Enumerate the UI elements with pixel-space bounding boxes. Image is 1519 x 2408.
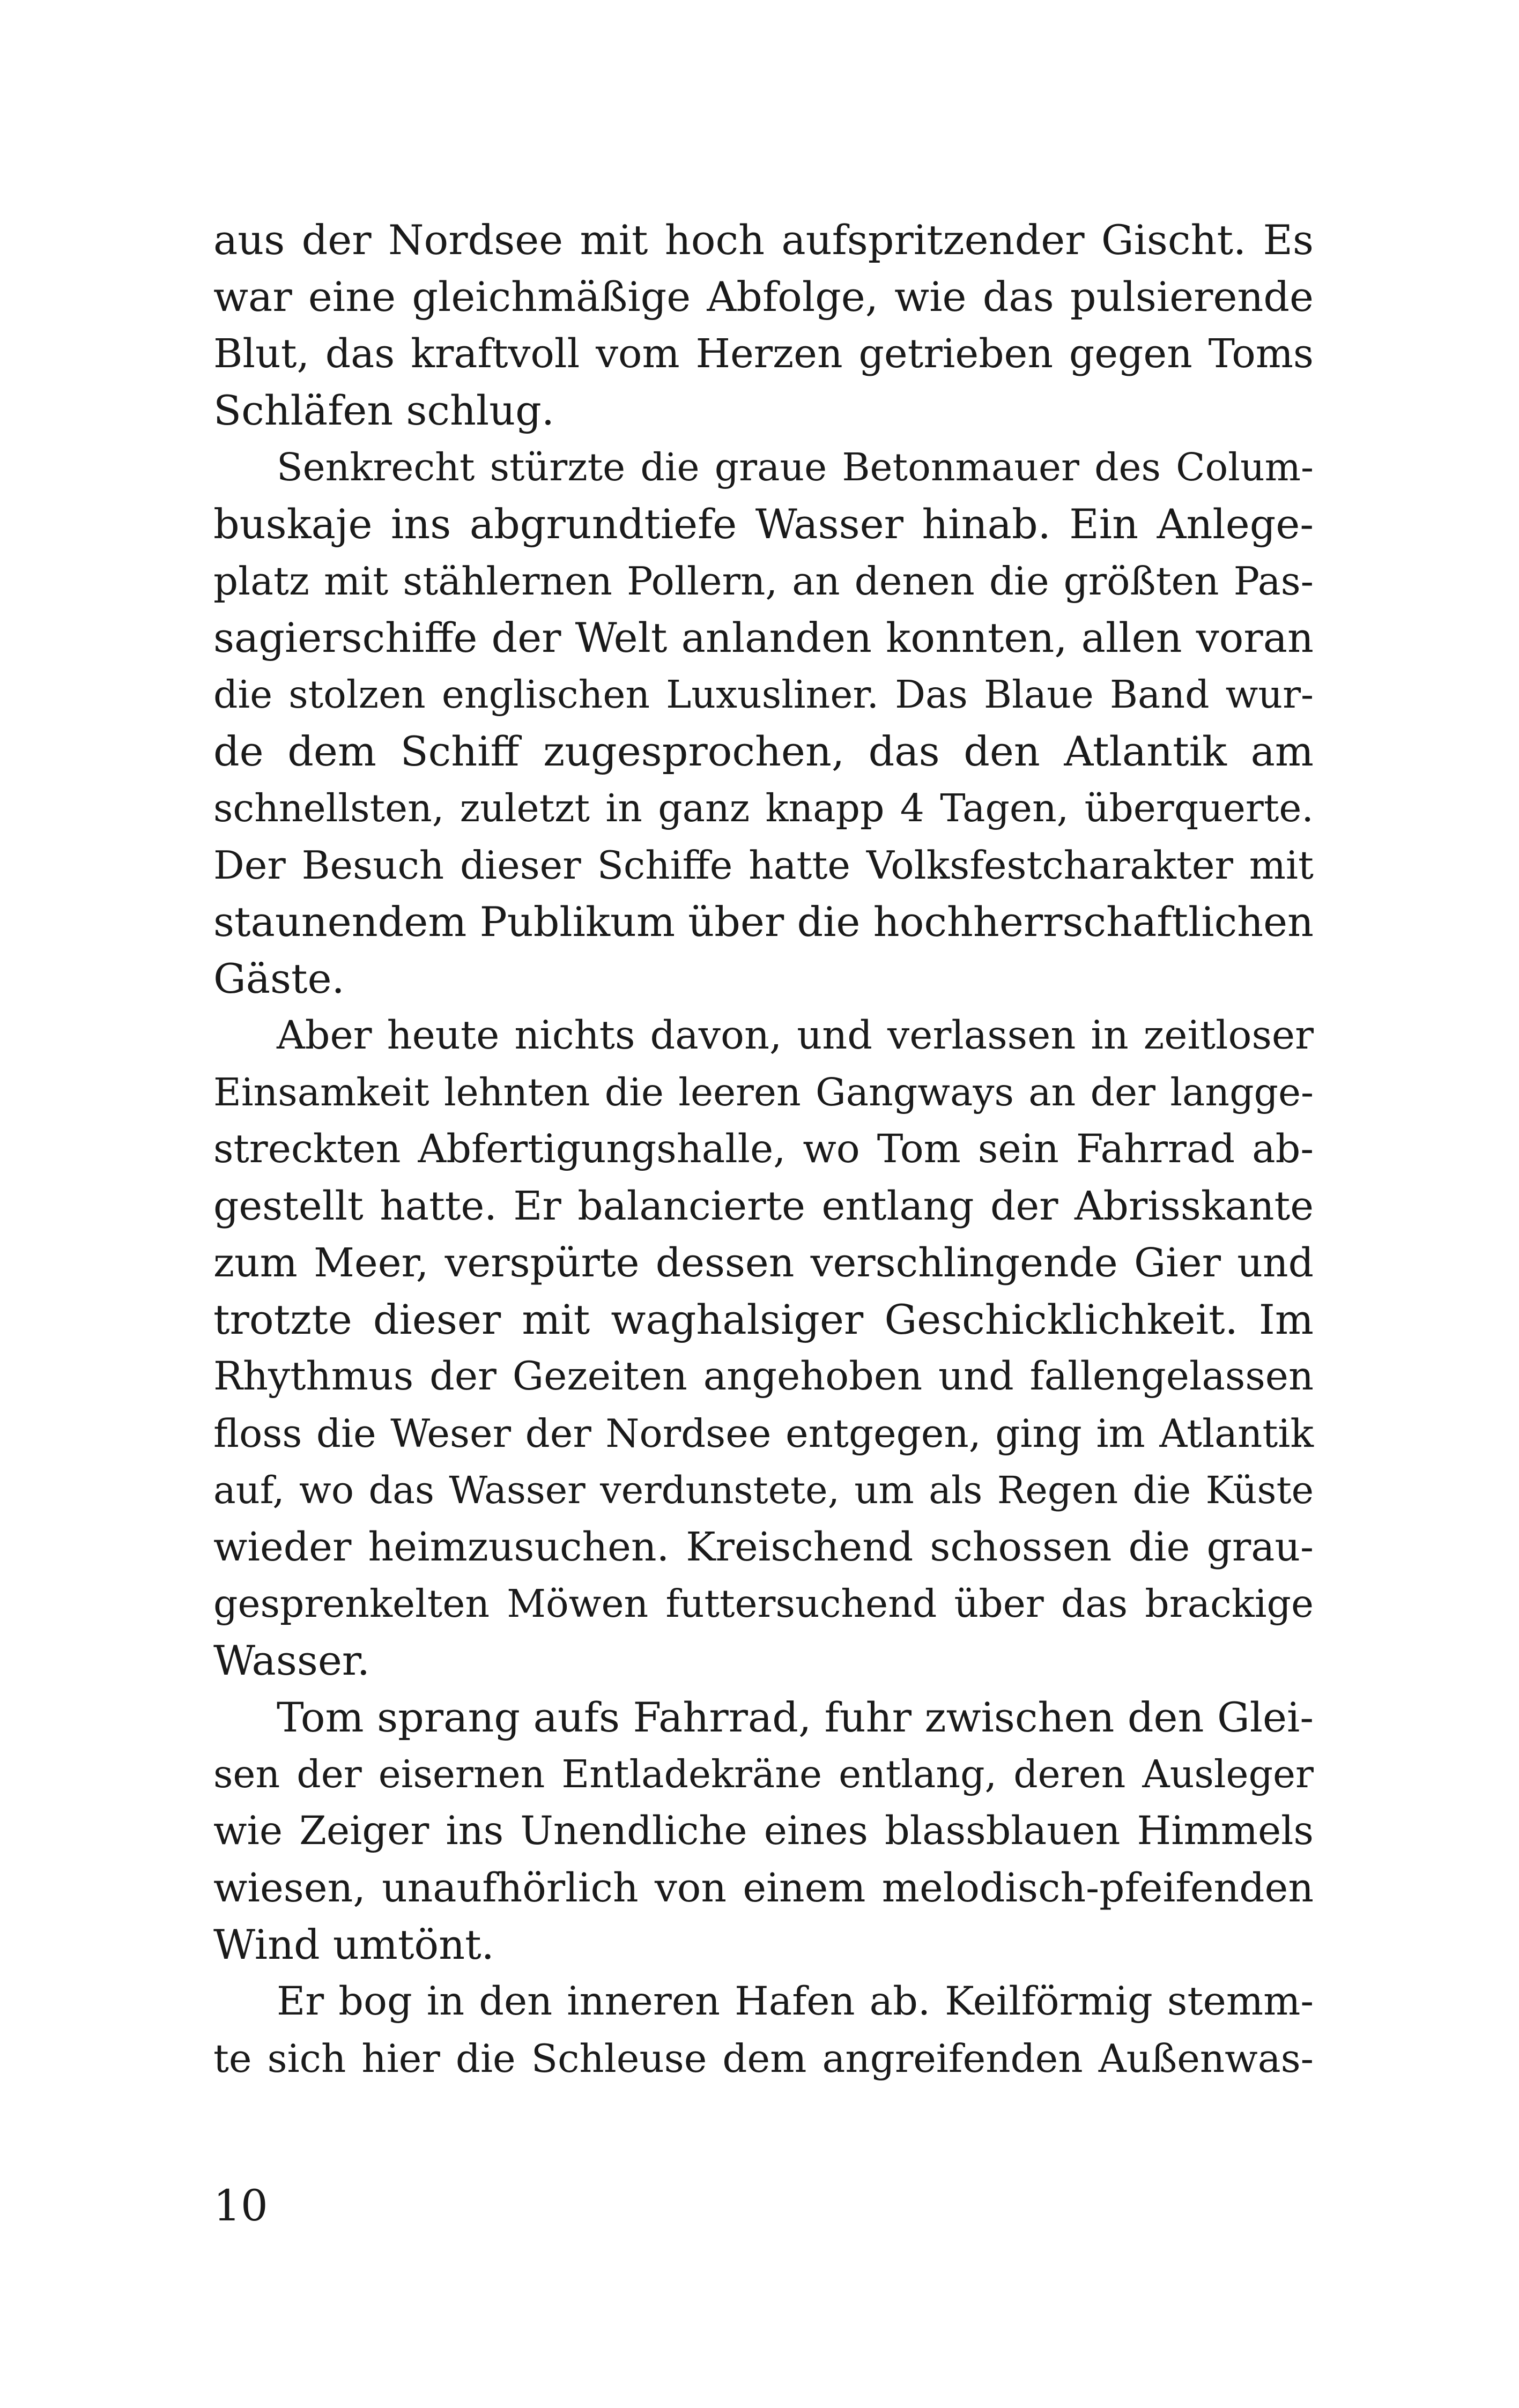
text-line: te sich hier die Schleuse dem angreifenden Außenwas- — [213, 2036, 1314, 2081]
text-line: wie Zeiger ins Unendliche eines blassblauen Himmels — [213, 1808, 1314, 1854]
text-line: sen der eisernen Entladekräne entlang, deren Ausleger — [213, 1752, 1314, 1796]
text-line: streckten Abfertigungshalle, wo Tom sein Fahrrad ab- — [213, 1126, 1314, 1172]
text-line: auf, wo das Wasser verdunstete, um als Regen die Küste — [213, 1468, 1314, 1512]
text-line: Wasser. — [213, 1637, 370, 1684]
text-line: platz mit stählernen Pollern, an denen die größten Pas- — [213, 559, 1314, 604]
text-line: wiesen, unaufhörlich von einem melodisch-pfeifenden — [213, 1865, 1314, 1911]
text-line: die stolzen englischen Luxusliner. Das Blaue Band wur- — [213, 672, 1314, 717]
text-line: Gäste. — [213, 955, 345, 1002]
text-line: war eine gleichmäßige Abfolge, wie das pulsierende — [213, 273, 1314, 321]
text-line: trotzte dieser mit waghalsiger Geschicklichkeit. Im — [213, 1296, 1314, 1343]
text-line: Tom sprang aufs Fahrrad, fuhr zwischen den Glei- — [277, 1693, 1314, 1741]
text-line: de dem Schiff zugesprochen, das den Atlantik am — [213, 727, 1314, 775]
text-line: aus der Nordsee mit hoch aufspritzender Gischt. Es — [213, 216, 1314, 264]
text-line: Wind umtönt. — [213, 1921, 494, 1968]
text-line: gestellt hatte. Er balancierte entlang der Abrisskante — [213, 1183, 1314, 1229]
text-line: schnellsten, zuletzt in ganz knapp 4 Tagen, überquerte. — [213, 786, 1314, 830]
text-line: buskaje ins abgrundtiefe Wasser hinab. Ein Anlege- — [213, 500, 1314, 548]
text-line: staunendem Publikum über die hochherrschaftlichen — [213, 898, 1314, 946]
text-line: wieder heimzusuchen. Kreischend schossen die grau- — [213, 1524, 1314, 1570]
text-line: Blut, das kraftvoll vom Herzen getrieben gegen Toms — [213, 331, 1314, 377]
text-line: Der Besuch dieser Schiffe hatte Volksfestcharakter mit — [213, 843, 1314, 888]
page-number: 10 — [213, 2181, 268, 2231]
text-line: Einsamkeit lehnten die leeren Gangways an der langge- — [213, 1070, 1314, 1114]
text-line: Er bog in den inneren Hafen ab. Keilförmig stemm- — [277, 1979, 1314, 2024]
text-line: zum Meer, verspürte dessen verschlingende Gier und — [213, 1240, 1314, 1286]
text-line: gesprenkelten Möwen futtersuchend über das brackige — [213, 1581, 1314, 1626]
text-line: Aber heute nichts davon, und verlassen in zeitloser — [277, 1013, 1314, 1058]
text-line: Senkrecht stürzte die graue Betonmauer des Colum- — [277, 445, 1314, 489]
text-line: floss die Weser der Nordsee entgegen, ging im Atlantik — [213, 1411, 1314, 1456]
text-line: Rhythmus der Gezeiten angehoben und fallengelassen — [213, 1354, 1314, 1399]
text-line: sagierschiffe der Welt anlanden konnten, allen voran — [213, 614, 1314, 662]
body-text — [213, 212, 1314, 2087]
text-line: Schläfen schlug. — [213, 387, 554, 434]
